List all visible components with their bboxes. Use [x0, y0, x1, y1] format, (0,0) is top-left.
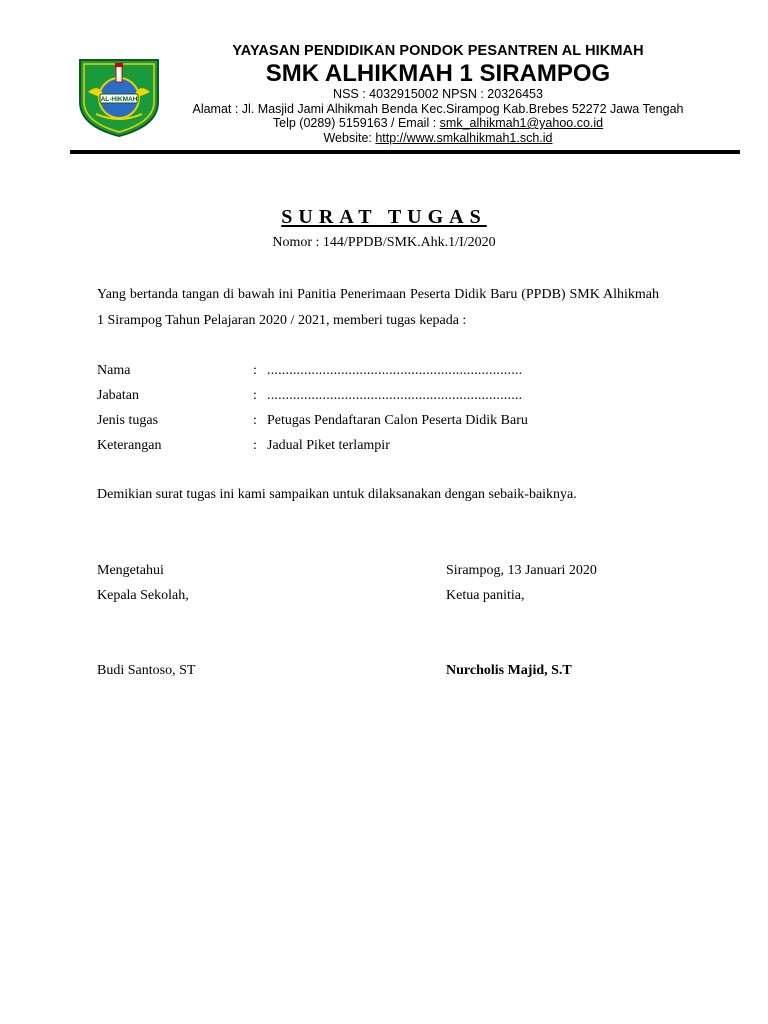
signature-right-role: Ketua panitia,: [446, 588, 525, 603]
signature-right-name: Nurcholis Majid, S.T: [446, 663, 572, 678]
signature-right-place-date: Sirampog, 13 Januari 2020: [446, 563, 597, 578]
field-colon: :: [253, 438, 257, 453]
website-label: Website:: [323, 130, 376, 145]
field-colon: :: [253, 413, 257, 428]
field-label: Nama: [97, 363, 131, 378]
field-label: Jabatan: [97, 388, 139, 403]
school-logo: [74, 52, 164, 138]
signature-left-name: Budi Santoso, ST: [97, 663, 196, 678]
letterhead: [168, 42, 708, 145]
field-row-jabatan: [97, 383, 528, 408]
letterhead-divider: [70, 150, 740, 154]
field-label: Keterangan: [97, 438, 162, 453]
email-link[interactable]: smk_alhikmah1@yahoo.co.id: [439, 116, 604, 130]
document-number: Nomor : 144/PPDB/SMK.Ahk.1/I/2020: [272, 235, 496, 250]
website-link[interactable]: http://www.smkalhikmah1.sch.id: [375, 130, 553, 145]
field-row-jenis-tugas: [97, 408, 528, 433]
field-row-nama: [97, 358, 528, 383]
closing-paragraph: Demikian surat tugas ini kami sampaikan untuk dilaksanakan dengan sebaik-baiknya.: [97, 487, 577, 502]
intro-paragraph: Yang bertanda tangan di bawah ini Panitia Penerimaan Peserta Didik Baru (PPDB) SMK Alhikmah 1 Sirampog Tahun Pelajaran 2020 / 2021, memberi tugas kepada :: [97, 287, 659, 328]
field-colon: :: [253, 388, 257, 403]
school-name: SMK ALHIKMAH 1 SIRAMPOG: [265, 60, 611, 87]
field-value: .....................................................................: [267, 388, 523, 403]
foundation-name: YAYASAN PENDIDIKAN PONDOK PESANTREN AL HIKMAH: [232, 43, 644, 59]
nss-npsn: NSS : 4032915002 NPSN : 20326453: [333, 87, 543, 101]
logo-text: AL-HIKMAH: [100, 96, 138, 103]
field-value: .....................................................................: [267, 363, 523, 378]
field-row-keterangan: [97, 433, 528, 458]
field-label: Jenis tugas: [97, 413, 159, 428]
signature-left-line1: Mengetahui: [97, 563, 164, 578]
field-value: Jadual Piket terlampir: [267, 438, 390, 453]
address: Alamat : Jl. Masjid Jami Alhikmah Benda Kec.Sirampog Kab.Brebes 52272 Jawa Tengah: [192, 101, 684, 116]
contact-line: [168, 116, 708, 131]
field-value: Petugas Pendaftaran Calon Peserta Didik Baru: [267, 413, 528, 428]
field-colon: :: [253, 363, 257, 378]
document-title: SURAT TUGAS: [281, 206, 487, 228]
signature-left-role: Kepala Sekolah,: [97, 588, 189, 603]
assignment-fields: [97, 358, 528, 458]
phone-label: Telp (0289) 5159163 / Email :: [272, 116, 440, 130]
website-line: [168, 131, 708, 146]
